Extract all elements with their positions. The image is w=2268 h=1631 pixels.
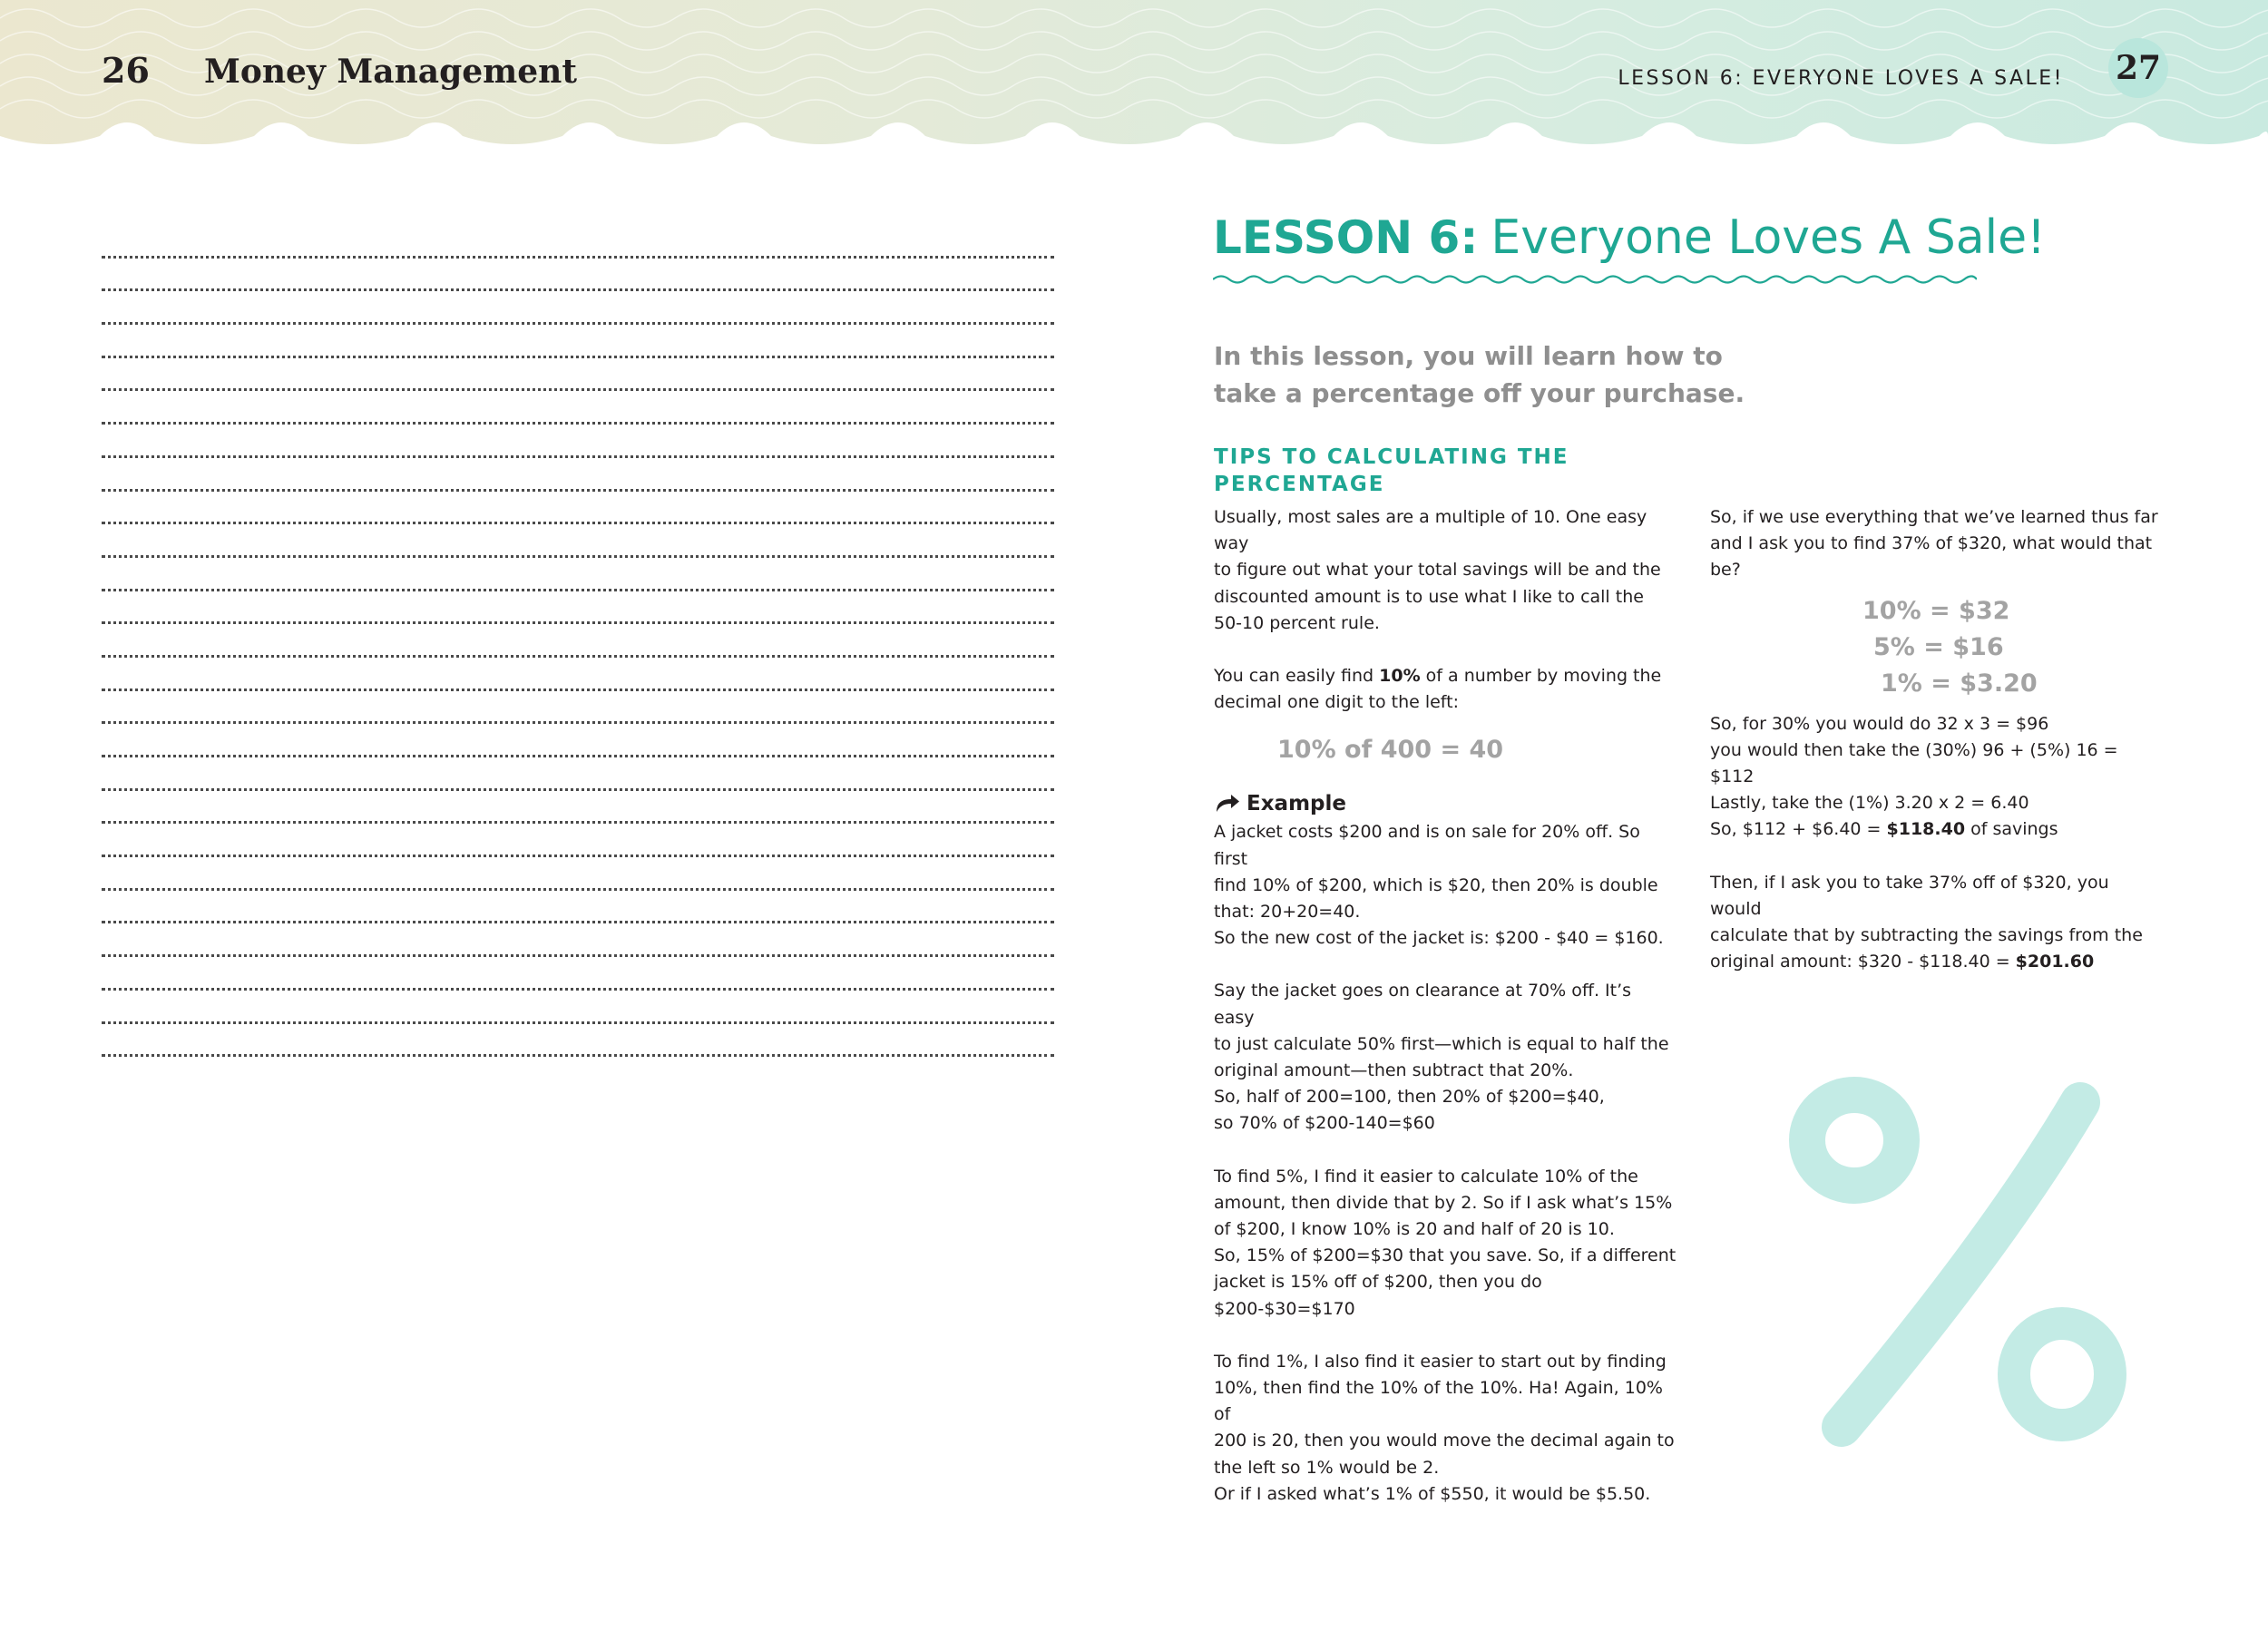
writing-line [102,524,1054,558]
writing-line [102,259,1054,292]
writing-line [102,724,1054,757]
running-head: LESSON 6: EVERYONE LOVES A SALE! [1618,67,2064,90]
text-run: So, $112 + $6.40 = [1710,819,1887,840]
right-page-number: 27 [2115,49,2162,87]
writing-line [102,225,1054,259]
writing-line [102,291,1054,325]
equation-ten-percent: 10% of 400 = 40 [1277,736,1504,765]
writing-line [102,325,1054,358]
tips-heading: TIPS TO CALCULATING THE PERCENTAGE [1214,445,1569,496]
book-title: Money Management [204,53,577,91]
header-band [0,0,2268,159]
paragraph-one-percent: To find 1%, I also find it easier to start out by finding 10%, then find the 10% of the 10%. Ha! Again, 10% of 200 is 20, then you would move the decimal again to the left so 1% would be 2. Or if I asked what’s 1% of $550, it would be $5.50. [1214,1351,1675,1504]
equation-item: 1% = $3.20 [1881,669,2038,698]
writing-line [102,857,1054,891]
title-wave-underline [1213,272,1977,287]
writing-line [102,991,1054,1024]
text-run: You can easily find [1214,666,1380,687]
writing-line [102,824,1054,857]
paragraph-calculation: So, for 30% you would do 32 x 3 = $96 you would then take the (30%) 96 + (5%) 16 = $112 Lastly, take the (1%) 3.20 x 2 = 6.40 [1710,713,2118,814]
writing-line [102,658,1054,691]
curved-arrow-icon [1214,792,1241,814]
equation-item: 10% = $32 [1862,596,2010,625]
lesson-number: LESSON 6: [1213,211,1479,264]
left-page-number: 26 [102,50,150,91]
writing-line [102,425,1054,458]
example-heading [1214,788,1677,819]
writing-line [102,923,1054,957]
paragraph-final-price [1710,870,2164,976]
writing-line [102,358,1054,392]
writing-line [102,591,1054,625]
equation-list [1862,593,2164,702]
text-run: of savings [1965,819,2058,840]
percent-sign-illustration [1785,1075,2148,1456]
lesson-title [1213,210,2046,265]
text-run: of a number by moving the decimal one digit to the left: [1214,666,1662,713]
writing-lines [102,225,1054,1057]
writing-line [102,458,1054,492]
bold-run: $201.60 [2015,952,2095,972]
writing-line [102,391,1054,425]
writing-line [102,691,1054,725]
writing-line [102,791,1054,825]
paragraph-ten-percent [1214,663,1677,716]
paragraph-jacket-example: A jacket costs $200 and is on sale for 20% off. So first find 10% of $200, which is $20, then 20% is double that: 20+20=40. So the new cost of the jacket is: $200 - $40 = $160. [1214,822,1664,949]
writing-line [102,624,1054,658]
lesson-intro: In this lesson, you will learn how to take a percentage off your purchase. [1214,341,1745,408]
bold-run: $118.40 [1886,819,1966,840]
paragraph-five-percent: To find 5%, I find it easier to calculate 10% of the amount, then divide that by 2. So if I ask what’s 15% of $200, I know 10% is 20 and half of 20 is 10. So, 15% of $200=$30 that you save. So, if a different jacket is 15% off of $200, then you do $200-$30=$170 [1214,1166,1677,1319]
right-page-number-badge [2108,38,2168,98]
example-heading-text: Example [1246,792,1346,816]
paragraph-savings-total [1710,816,2164,843]
writing-line [102,492,1054,525]
writing-line [102,957,1054,991]
writing-line [102,558,1054,591]
equation-item: 5% = $16 [1873,632,2004,661]
writing-line [102,891,1054,924]
left-text-column [1214,504,1677,1508]
paragraph-rule-intro: Usually, most sales are a multiple of 10. One easy way to figure out what your total savings will be and the discounted amount is to use what I like to call the 50-10 percent rule. [1214,507,1661,633]
writing-line [102,757,1054,791]
text-run: Then, if I ask you to take 37% off of $320, you would calculate that by subtracting the savings from the original amount: $320 - $118.40 = [1710,872,2143,972]
paragraph-question: So, if we use everything that we’ve learned thus far and I ask you to find 37% of $320, what would that be? [1710,507,2158,581]
right-text-column [1710,504,2164,975]
bold-run: 10% [1379,666,1421,687]
paragraph-clearance: Say the jacket goes on clearance at 70% off. It’s easy to just calculate 50% first—which is equal to half the original amount—then subtract that 20%. So, half of 200=100, then 20% of $200=$40, so 70% of $200-140=$60 [1214,981,1669,1134]
writing-line [102,1024,1054,1058]
lesson-name: Everyone Loves A Sale! [1491,210,2046,265]
